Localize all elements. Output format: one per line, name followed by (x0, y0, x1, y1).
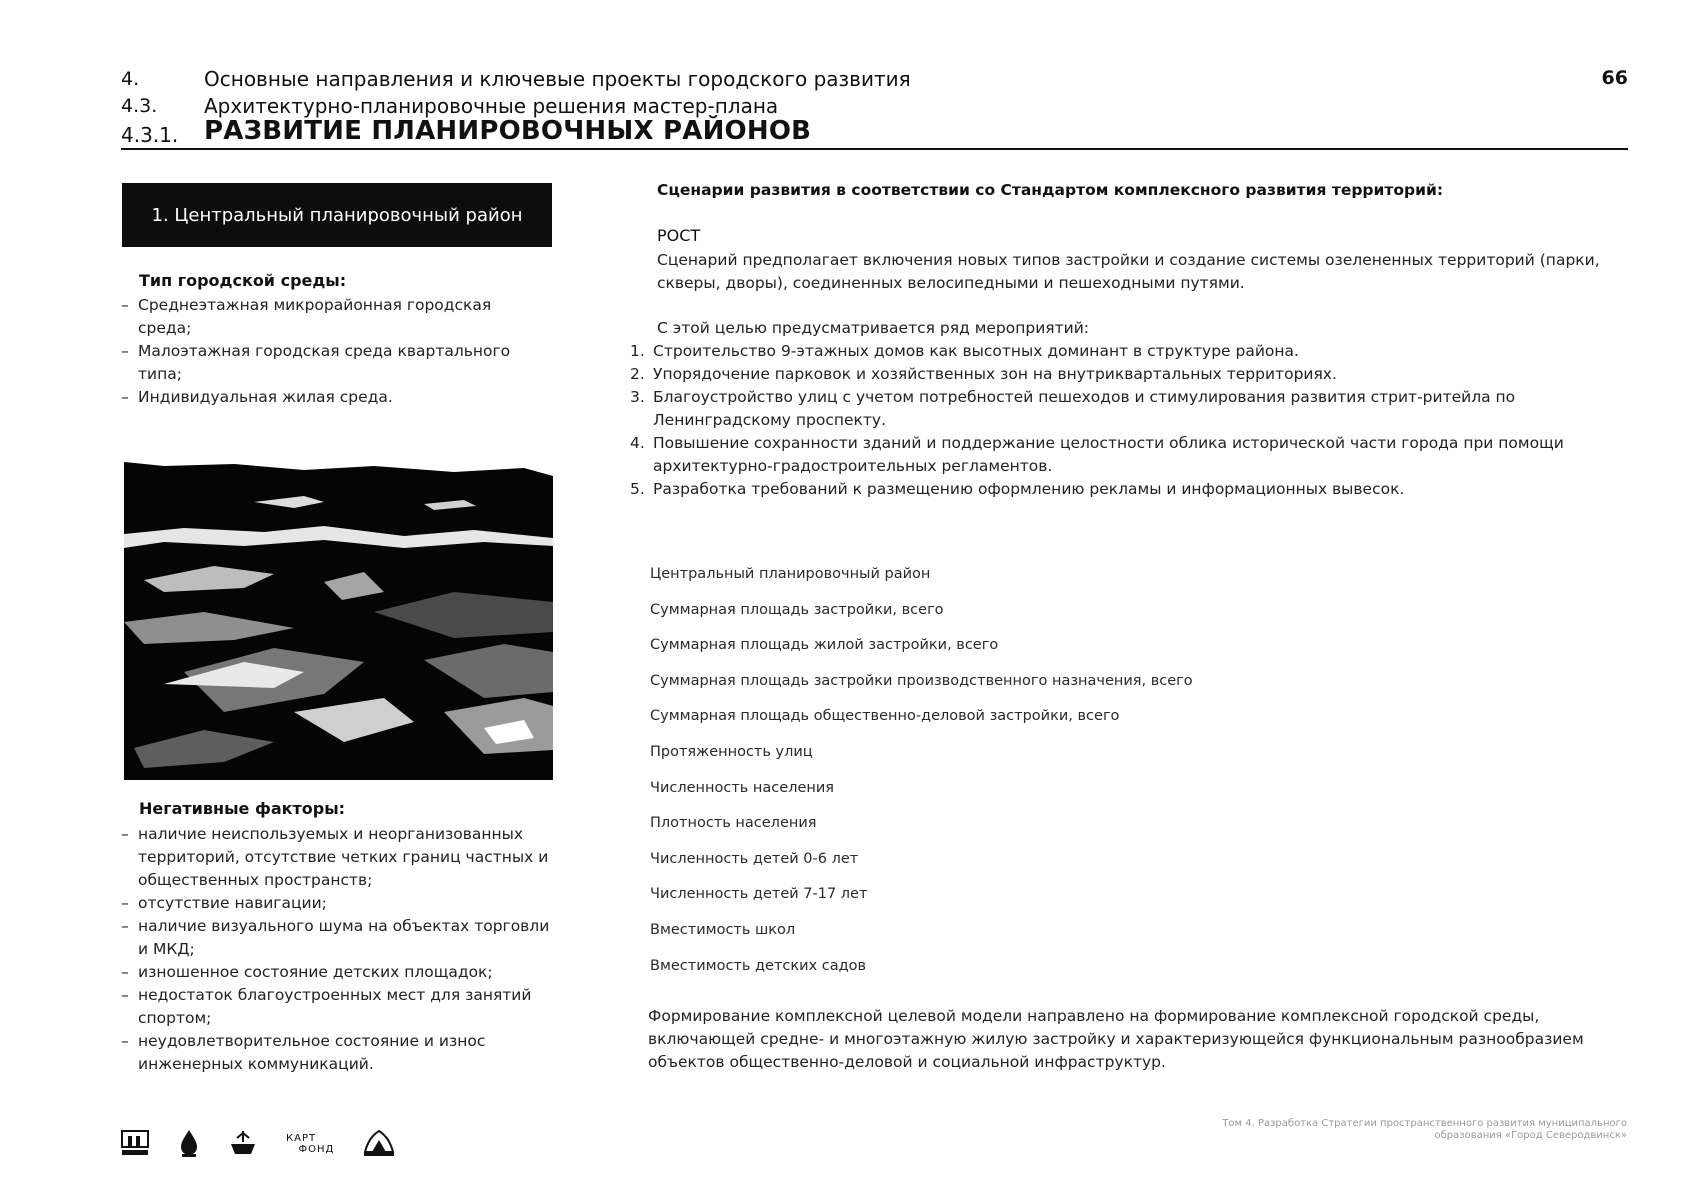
indicator-label: Численность детей 0-6 лет (650, 850, 859, 867)
footer-note: Том 4. Разработка Стратегии пространственного развития муниципального образования «Город Северодвинск» (1222, 1118, 1627, 1141)
list-item: – недостаток благоустроенных мест для занятий спортом; (121, 984, 561, 1030)
table-row (650, 815, 1610, 851)
scenario-title: Сценарии развития в соответствии со Стандартом комплексного развития территорий: (657, 181, 1444, 199)
indicator-label: Вместимость детских садов (650, 957, 867, 974)
header-divider (121, 148, 1628, 150)
measure-text: Упорядочение парковок и хозяйственных зон на внутриквартальных территориях. (653, 365, 1337, 383)
aerial-photo (124, 462, 553, 780)
table-row (650, 922, 1610, 958)
measure-item (630, 478, 1630, 501)
measure-text: Строительство 9-этажных домов как высотных доминант в структуре района. (653, 342, 1299, 360)
measures-list (630, 340, 1630, 501)
district-banner: 1. Центральный планировочный район (122, 183, 552, 247)
ship-emblem-icon (228, 1128, 258, 1161)
header-title-1: Основные направления и ключевые проекты городского развития (204, 67, 911, 91)
list-item: – Малоэтажная городская среда квартального типа; (121, 340, 546, 386)
footer-logos (120, 1126, 396, 1162)
indicator-label: Численность населения (650, 779, 835, 796)
indicator-label: Численность детей 7-17 лет (650, 886, 868, 903)
measure-item (630, 432, 1630, 478)
indicator-table (650, 566, 1610, 993)
indicator-label: Суммарная площадь общественно-деловой застройки, всего (650, 708, 1120, 725)
list-item: – Индивидуальная жилая среда. (121, 386, 546, 409)
indicator-label: Суммарная площадь застройки, всего (650, 601, 944, 618)
measure-number: 4. (630, 434, 645, 452)
indicator-label: Суммарная площадь жилой застройки, всего (650, 637, 999, 654)
table-row (650, 673, 1610, 709)
negative-factors-title: Негативные факторы: (139, 799, 346, 818)
dom-rf-logo (120, 1128, 150, 1161)
measure-item (630, 363, 1630, 386)
list-item: – неудовлетворительное состояние и износ инженерных коммуникаций. (121, 1030, 561, 1076)
indicator-label: Плотность населения (650, 815, 817, 832)
table-row (650, 637, 1610, 673)
measure-number: 2. (630, 365, 645, 383)
measure-number: 1. (630, 342, 645, 360)
list-item: – изношенное состояние детских площадок; (121, 961, 561, 984)
table-row (650, 780, 1610, 816)
header-number-2: 4.3. (121, 95, 158, 117)
measure-text: Благоустройство улиц с учетом потребностей пешеходов и стимулирования развития стрит-ритейла по Ленинградскому проспекту. (653, 388, 1516, 429)
list-item: – отсутствие навигации; (121, 892, 561, 915)
list-item: – Среднеэтажная микрорайонная городская среда; (121, 294, 546, 340)
negative-factors-list (121, 823, 561, 1076)
indicator-label: Суммарная площадь застройки производственного назначения, всего (650, 672, 1193, 689)
measure-text: Повышение сохранности зданий и поддержание целостности облика исторической части города при помощи архитектурно-градостроительных регламентов. (653, 434, 1564, 475)
list-item: – наличие визуального шума на объектах торговли и МКД; (121, 915, 561, 961)
growth-description: Сценарий предполагает включения новых типов застройки и создание системы озелененных территорий (парки, скверы, дворы), соединенных велосипедными и пешеходными путями. (657, 251, 1600, 292)
header-number-3: 4.3.1. (121, 123, 179, 147)
indicator-label: Центральный планировочный район (650, 566, 931, 582)
table-row (650, 886, 1610, 922)
page-number: 66 (1601, 67, 1628, 89)
summary-paragraph: Формирование комплексной целевой модели направлено на формирование комплексной городской среды, включающей средне- и многоэтажную жилую застройку и характеризующейся функциональным разнообразием объектов общественно-деловой и социальной инфраструктур. (648, 1007, 1584, 1071)
measures-intro: С этой целью предусматривается ряд мероприятий: (657, 319, 1090, 337)
indicator-label: Вместимость школ (650, 921, 796, 938)
table-row (650, 958, 1610, 994)
measure-item (630, 386, 1630, 432)
table-row (650, 602, 1610, 638)
drop-emblem-icon (178, 1128, 200, 1161)
urban-environment-list (121, 294, 546, 409)
header-title-2: Архитектурно-планировочные решения мастер-плана (204, 94, 779, 118)
header-number-1: 4. (121, 68, 140, 90)
list-item: – наличие неиспользуемых и неорганизованных территорий, отсутствие четких границ частных и общественных пространств; (121, 823, 561, 892)
table-row (650, 566, 1610, 602)
table-row (650, 851, 1610, 887)
kartfond-logo: КАРТ ФОНД (286, 1133, 335, 1155)
measure-item (630, 340, 1630, 363)
indicator-label: Протяженность улиц (650, 743, 813, 760)
urban-environment-title: Тип городской среды: (139, 271, 347, 290)
measure-number: 3. (630, 388, 645, 406)
table-row (650, 744, 1610, 780)
growth-title: РОСТ (657, 226, 701, 245)
page-title: РАЗВИТИЕ ПЛАНИРОВОЧНЫХ РАЙОНОВ (204, 116, 812, 146)
table-row (650, 708, 1610, 744)
measure-number: 5. (630, 480, 645, 498)
measure-text: Разработка требований к размещению оформлению рекламы и информационных вывесок. (653, 480, 1405, 498)
crown-emblem-icon (362, 1128, 396, 1161)
